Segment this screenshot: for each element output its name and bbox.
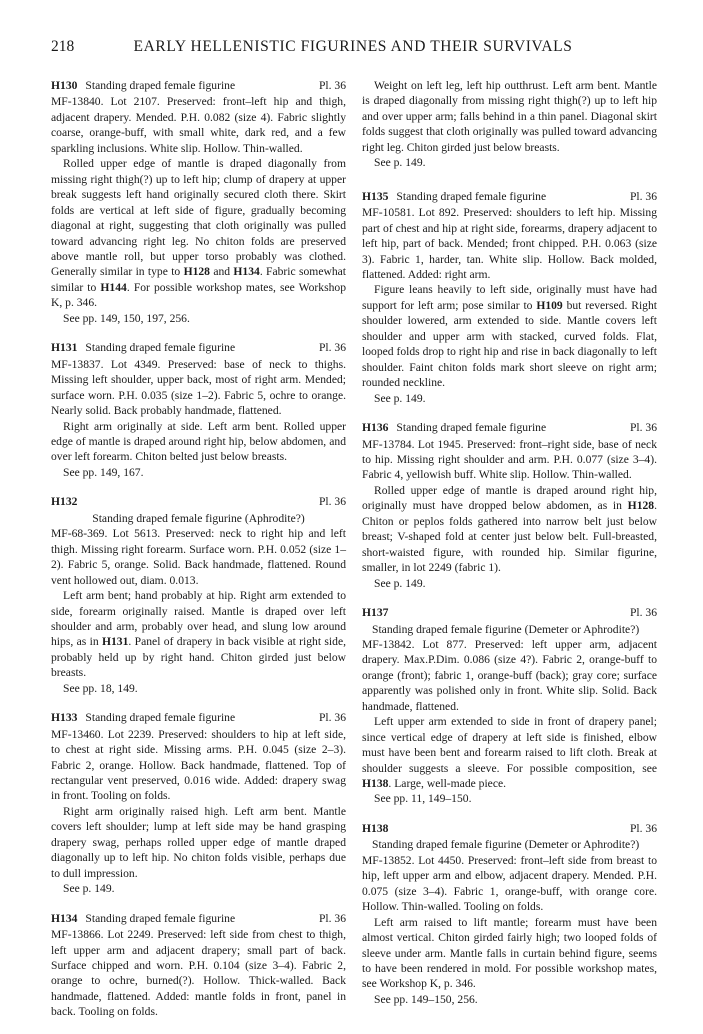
plate-reference: Pl. 36 bbox=[629, 189, 657, 203]
entry-description: MF-13784. Lot 1945. Preserved: front–right side, base of neck to hip. Missing right shoulder and arm. P.H. 0.077 (size 3–4). Fabric 4, yellowish buff. White slip. Hollow. Thin-walled. bbox=[362, 437, 657, 482]
running-head bbox=[51, 38, 655, 56]
entry-heading bbox=[362, 605, 657, 620]
entry-title: Standing draped female figurine bbox=[85, 79, 236, 92]
catalog-entry-h138 bbox=[362, 821, 657, 1007]
right-column bbox=[362, 78, 657, 1021]
entry-description: MF-68-369. Lot 5613. Preserved: neck to right hip and left thigh. Missing right forearm. Surface worn. P.H. 0.052 (size 1–2). Fabric 5, orange. Solid. Back handmade, flattened. Round vent hollowed out, diam. 0.013. bbox=[51, 527, 346, 587]
plate-reference: Pl. 36 bbox=[318, 495, 346, 509]
catalog-cross-reference: H131 bbox=[101, 635, 129, 649]
plate-reference: Pl. 36 bbox=[318, 911, 346, 925]
entry-title: Standing draped female figurine bbox=[85, 341, 236, 355]
entry-description: MF-13842. Lot 877. Preserved: left upper arm, adjacent drapery. Max.P.Dim. 0.086 (size 4?). Fabric 2, orange-buff to orange (front); fabric 1, orange-buff (back); gray core; surface apparently was polished only in front. White slip. Solid. Back handmade, flattened. bbox=[362, 637, 657, 713]
catalog-cross-reference: H138 bbox=[362, 777, 389, 791]
page-references: See pp. 11, 149–150. bbox=[374, 792, 472, 806]
left-column bbox=[51, 78, 346, 1034]
plate-reference: Pl. 36 bbox=[318, 341, 346, 355]
catalog-number: H133 bbox=[51, 711, 78, 725]
entry-heading bbox=[362, 420, 657, 435]
catalog-number: H137 bbox=[362, 606, 389, 620]
catalog-entry-h130 bbox=[51, 78, 346, 326]
catalog-number: H136 bbox=[362, 421, 389, 435]
catalog-number: H134 bbox=[51, 911, 78, 925]
catalog-cross-reference: H128 bbox=[183, 265, 210, 279]
entry-commentary: Rolled upper edge of mantle is draped diagonally from missing right thigh(?) up to left hip; clump of drapery at upper break suggests left hand originally secured cloth there. Skirt folds are vertical at left side of figure, gradually becoming diagonal at right, suggesting that cloth originally was pulled toward advancing right leg. No chiton folds are preserved above mantle roll, but upper torso probably was clothed. Generally similar in type to H128 and H134. Fabric somewhat similar to H144. For possible workshop mates, see Workshop K, p. 346. bbox=[51, 157, 346, 310]
catalog-number: H131 bbox=[51, 341, 78, 355]
catalog-entry-h135 bbox=[362, 189, 657, 406]
catalog-entry-h137 bbox=[362, 605, 657, 807]
entry-title: Standing draped female figurine bbox=[396, 189, 547, 203]
plate-reference: Pl. 36 bbox=[318, 711, 346, 725]
page-references: See p. 149. bbox=[374, 156, 426, 170]
plate-reference: Pl. 36 bbox=[318, 79, 346, 92]
entry-title: Standing draped female figurine bbox=[85, 711, 236, 725]
entry-title: Standing draped female figurine (Demeter or Aphrodite?) bbox=[372, 838, 640, 852]
entry-title: Standing draped female figurine (Demeter or Aphrodite?) bbox=[372, 622, 640, 636]
entry-description: MF-13460. Lot 2239. Preserved: shoulders to hip at left side, to chest at right side. Missing arms. P.H. 0.045 (size 2–3). Fabric 2, orange. Hollow. Back handmade, flattened. Top of rectangular vent preserved, 0.016 wide. Added: drapery swag in front. Tooling on folds. bbox=[51, 727, 346, 803]
entry-description: MF-13852. Lot 4450. Preserved: front–left side from breast to hip, left upper arm and elbow, adjacent drapery. Mended. P.H. 0.075 (size 3–4). Fabric 1, orange-buff, with orange core. Hollow. Thin-walled. Tooling on folds. bbox=[362, 853, 657, 914]
catalog-cross-reference: H144 bbox=[100, 280, 127, 294]
entry-commentary: Right arm originally raised high. Left arm bent. Mantle covers left shoulder; lump at left side may be hand grasping drapery swag, perhaps rolled upper edge of mantle draped diagonally up to left hip. No chiton folds visible, perhaps due to dull impression. bbox=[51, 804, 346, 880]
entry-commentary: Left upper arm extended to side in front of drapery panel; since vertical edge of drapery at left side is finished, elbow must have been bent and forearm raised to lift cloth. Break at shoulder suggests a sleeve. For possible composition, see H138. Large, well-made piece. bbox=[362, 715, 657, 791]
plate-reference: Pl. 36 bbox=[629, 821, 657, 835]
catalog-number: H132 bbox=[51, 495, 78, 509]
running-title: EARLY HELLENISTIC FIGURINES AND THEIR SURVIVALS bbox=[133, 38, 573, 55]
catalog-entry-h131 bbox=[51, 340, 346, 480]
catalog-entry-h132 bbox=[51, 494, 346, 696]
entry-heading bbox=[51, 911, 346, 926]
entry-commentary: Rolled upper edge of mantle is draped around right hip, originally must have dropped below abdomen, as in H128. Chiton or peplos folds gathered into narrow belt just below breast; V-shaped fold at center just below belt. Full-breasted, short-waisted figure, with rounded hip. Similar figurine, smaller, in lot 2249 (fabric 1). bbox=[362, 483, 657, 575]
entry-description: MF-10581. Lot 892. Preserved: shoulders to left hip. Missing part of chest and hip at right side, forearms, drapery adjacent to left hip, part of back. Mended; front chipped. P.H. 0.063 (size 3). Fabric 1, harder, tan. White slip. Hollow. Back molded, flattened. Added: right arm. bbox=[362, 206, 657, 281]
entry-heading bbox=[362, 189, 657, 204]
entry-commentary: Left arm bent; hand probably at hip. Right arm extended to side, forearm originally raised. Mantle is draped over left shoulder and arm, probably over head, and slung low around hips, as in H131. Panel of drapery in back visible at right side, probably held up by right hand. Chiton girded just below breasts. bbox=[51, 589, 346, 680]
page-references: See p. 149. bbox=[63, 882, 115, 896]
page-references: See pp. 149, 167. bbox=[63, 465, 144, 479]
entry-description: MF-13837. Lot 4349. Preserved: base of neck to thighs. Missing left shoulder, upper back, most of right arm. Mended; surface worn. P.H. 0.035 (size 1–2). Fabric 5, ochre to orange. Nearly solid. Back probably handmade, flattened. bbox=[51, 357, 346, 418]
catalog-number: H138 bbox=[362, 821, 389, 835]
page-references: See pp. 149, 150, 197, 256. bbox=[63, 311, 190, 325]
entry-description: MF-13866. Lot 2249. Preserved: left side from chest to thigh, left upper arm and adjacent drapery; small part of back. Surface chipped and worn. P.H. 0.104 (size 3–4). Fabric 2, orange to ochre, burned(?). Hollow. Thick-walled. Back handmade, flattened. Added: mantle folds in front, panel in back. Tooling on folds. bbox=[51, 928, 346, 1019]
plate-reference: Pl. 36 bbox=[629, 421, 657, 435]
catalog-entry-h136 bbox=[362, 420, 657, 591]
entry-description: MF-13840. Lot 2107. Preserved: front–left hip and thigh, adjacent drapery. Mended. P.H. 0.082 (size 4). Fabric slightly coarse, orange-buff, with small white, dark red, and a few sparkling inclusions. White slip. Hollow. Thin-walled. bbox=[51, 95, 346, 155]
catalog-entry-h133 bbox=[51, 710, 346, 896]
catalog-entry-h134 bbox=[51, 911, 346, 1020]
entry-title: Standing draped female figurine bbox=[396, 421, 547, 435]
entry-heading bbox=[362, 821, 657, 836]
entry-heading bbox=[51, 340, 346, 355]
catalog-entry-h134-continued bbox=[362, 78, 657, 171]
entry-heading bbox=[51, 494, 346, 509]
entry-commentary: Weight on left leg, left hip outthrust. Left arm bent. Mantle is draped diagonally from missing right thigh(?) up to left hip and over upper arm; falls behind in a thin panel. Diagonal skirt folds suggest that cloth originally was pulled toward advancing right leg. Chiton girded just below breasts. bbox=[362, 79, 657, 154]
page-references: See pp. 149–150, 256. bbox=[374, 992, 478, 1006]
entry-commentary: Left arm raised to lift mantle; forearm must have been almost vertical. Chiton girded fairly high; two looped folds of sleeve under arm. Mantle falls in curtain behind figure, seems to have been rendered in mold. For possible workshop mates, see Workshop K, p. 346. bbox=[362, 915, 657, 991]
catalog-number: H135 bbox=[362, 189, 389, 203]
page-number: 218 bbox=[51, 38, 75, 55]
entry-commentary: Right arm originally at side. Left arm bent. Rolled upper edge of mantle is draped around right hip, below abdomen, and over left forearm. Chiton belted just below breasts. bbox=[51, 419, 346, 464]
entry-title: Standing draped female figurine (Aphrodite?) bbox=[92, 511, 305, 525]
plate-reference: Pl. 36 bbox=[629, 606, 657, 620]
page-references: See p. 149. bbox=[374, 391, 426, 405]
entry-title: Standing draped female figurine bbox=[85, 911, 236, 925]
catalog-cross-reference: H134 bbox=[233, 265, 260, 279]
entry-heading bbox=[51, 78, 346, 93]
entry-heading bbox=[51, 710, 346, 725]
catalog-cross-reference: H109 bbox=[536, 298, 563, 312]
entry-commentary: Figure leans heavily to left side, originally must have had support for left arm; pose similar to H109 but reversed. Right shoulder lowered, arm extended to side. Mantle covers left shoulder and upper arm with stacked, curved folds. Flat, looped folds drop to right hip and rise in back diagonally to left shoulder. Faint chiton folds mark short sleeve on right arm; rounded neckline. bbox=[362, 283, 657, 390]
page-references: See p. 149. bbox=[374, 576, 426, 590]
catalog-cross-reference: H128 bbox=[627, 499, 655, 513]
catalog-number: H130 bbox=[51, 79, 78, 92]
page-references: See pp. 18, 149. bbox=[63, 681, 138, 695]
